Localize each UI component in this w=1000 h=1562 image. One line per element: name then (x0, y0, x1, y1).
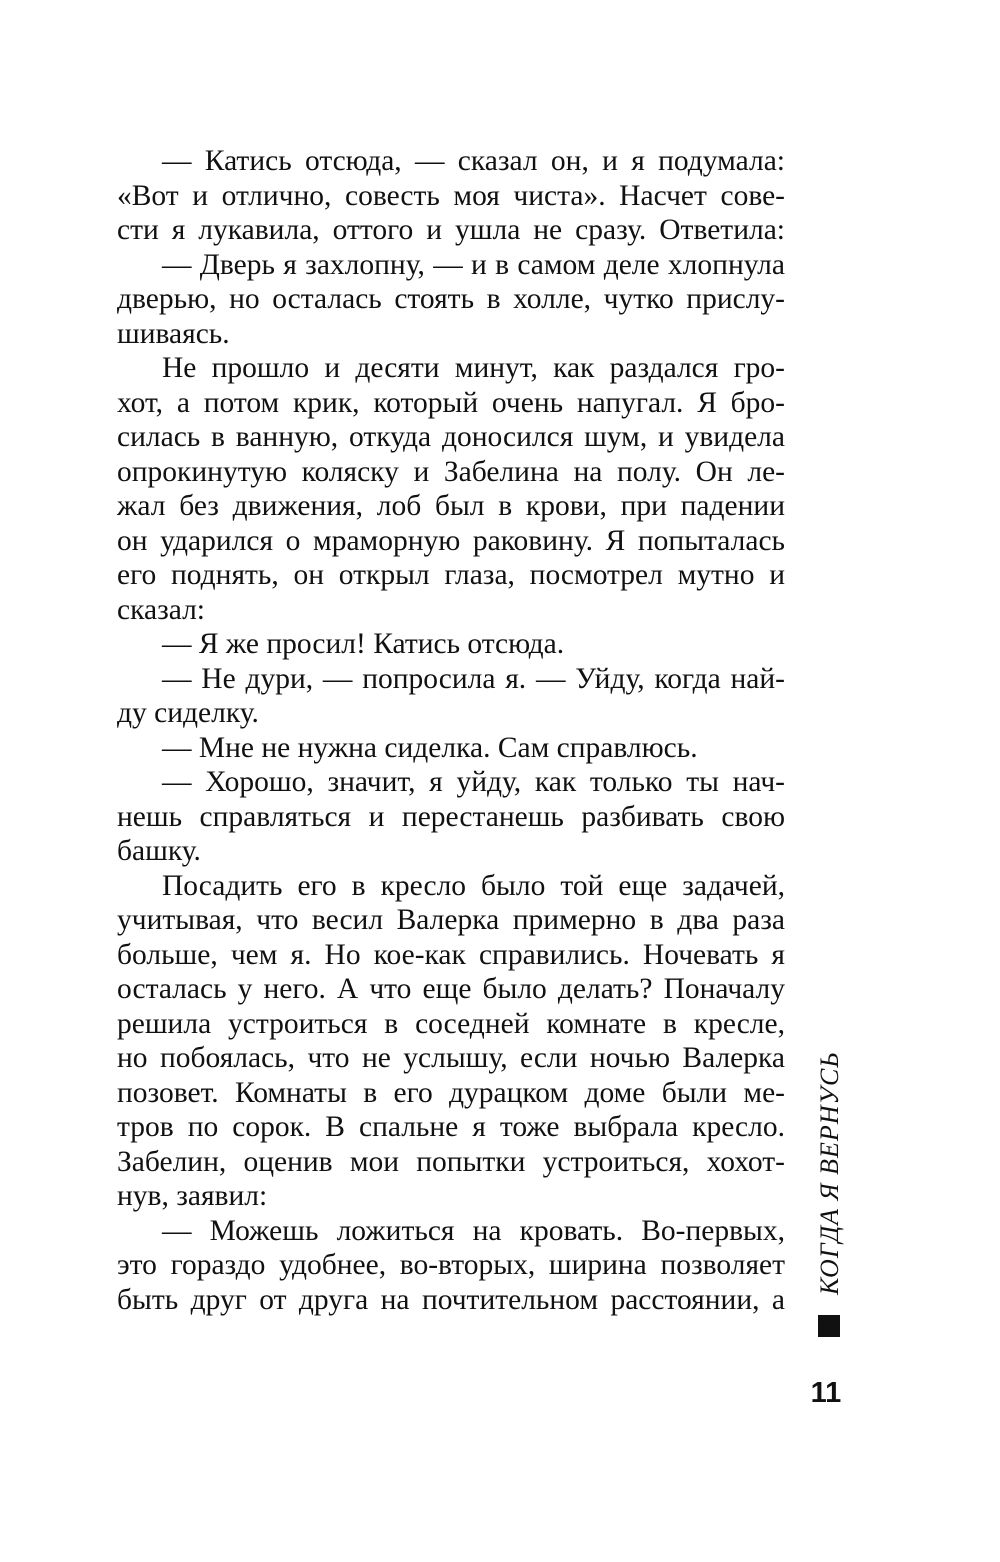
text-line: опрокинутую коляску и Забелина на полу. Он ле- (117, 455, 785, 488)
square-marker-icon (818, 1315, 840, 1337)
text-line: — Я же просил! Катись отсюда. (162, 628, 565, 660)
text-line: сказал: (117, 593, 205, 626)
running-head-title: КОГДА Я ВЕРНУСЬ (815, 1051, 844, 1295)
text-line: но побоялась, что не услышу, если ночью Валерка (117, 1042, 785, 1074)
text-line: Забелин, оценив мои попытки устроиться, хохот- (117, 1145, 785, 1178)
text-line: он ударился о мраморную раковину. Я попыталась (117, 524, 785, 557)
text-line: учитывая, что весил Валерка примерно в два раза (117, 904, 785, 936)
text-line: нув, заявил: (117, 1180, 268, 1212)
text-line: больше, чем я. Но кое-как справились. Ночевать я (117, 938, 785, 971)
text-line: быть друг от друга на почтительном расстоянии, а (117, 1283, 785, 1316)
text-line: — Не дури, — попросила я. — Уйду, когда най- (162, 662, 785, 695)
text-line: Посадить его в кресло было той еще задачей, (162, 869, 785, 902)
text-line: хот, а потом крик, который очень напугал. Я бро- (117, 386, 785, 419)
body-text (117, 144, 785, 1317)
text-line: шиваясь. (117, 317, 230, 350)
text-line: — Катись отсюда, — сказал он, и я подумала: (162, 145, 785, 177)
text-line: — Дверь я захлопну, — и в самом деле хлопнула (162, 248, 785, 281)
text-line: его поднять, он открыл глаза, посмотрел мутно и (117, 559, 785, 591)
text-line: сти я лукавила, оттого и ушла не сразу. Ответила: (117, 214, 785, 246)
text-line: позовет. Комнаты в его дурацком доме были ме- (117, 1076, 785, 1109)
text-line: ду сиделку. (117, 697, 259, 729)
text-line: — Можешь ложиться на кровать. Во-первых, (162, 1214, 785, 1247)
text-line: силась в ванную, откуда доносился шум, и увидела (117, 421, 785, 453)
running-head (808, 1045, 853, 1341)
text-line: это гораздо удобнее, во-вторых, ширина позволяет (117, 1249, 785, 1281)
text-line: — Мне не нужна сиделка. Сам справлюсь. (162, 731, 698, 764)
text-line: решила устроиться в соседней комнате в кресле, (117, 1007, 785, 1040)
text-line: тров по сорок. В спальне я тоже выбрала кресло. (117, 1111, 785, 1143)
text-line: Не прошло и десяти минут, как раздался гро- (162, 352, 785, 384)
page-number: 11 (810, 1377, 842, 1409)
text-line: башку. (117, 835, 201, 867)
text-line: «Вот и отлично, совесть моя чиста». Насчет сове- (117, 179, 785, 212)
text-line: жал без движения, лоб был в крови, при падении (117, 490, 785, 522)
text-line: дверью, но осталась стоять в холле, чутко прислу- (117, 283, 785, 315)
text-line: — Хорошо, значит, я уйду, как только ты нач- (162, 766, 785, 798)
text-line: осталась у него. А что еще было делать? Поначалу (117, 973, 785, 1005)
text-line: нешь справляться и перестанешь разбивать свою (117, 800, 785, 833)
